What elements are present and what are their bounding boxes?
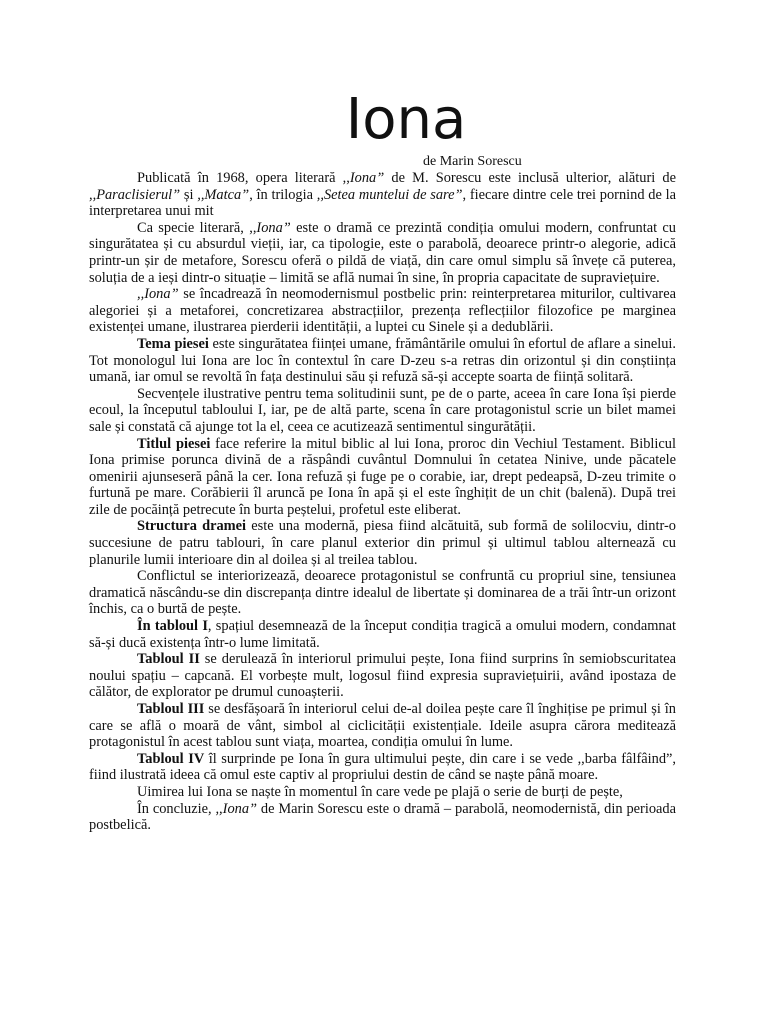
text-run: este o dramă ce prezintă condiția omului modern, confruntat cu singurătatea și cu absurdul vieții, iar, ca tipologie, este o parabolă, deoarece printr-o alegorie, adică printr-un șir de metafore, Sorescu oferă o pildă de viață, din care omul simplu să învețe că puterea, soluția de a ieși dintr-o situație – limită se află numai în sine, în propria capacitate de supraviețuire. (89, 219, 676, 286)
paragraph-tableau-3 (89, 701, 676, 751)
bold-heading: Tabloul III (137, 701, 205, 717)
italic-title: Iona” (256, 219, 291, 236)
bold-heading: Tabloul II (137, 651, 200, 668)
italic-title: ,,Setea muntelui de sare” (316, 186, 463, 203)
bold-heading: În tabloul I (137, 618, 208, 635)
paragraph-neomodernism (89, 286, 676, 336)
paragraph-tableau-4 (89, 751, 676, 784)
text-run: , spațiul desemnează de la început condiția tragică a omului modern, condamnat să-și ducă existența într-o lume limitată. (89, 618, 676, 651)
paragraph-conflict: Conflictul se interiorizează, deoarece protagonistul se confruntă cu propriul sine, tensiunea dramatică născându-se din discrepanța dintre idealul de libertate și dominarea de a trăi într-un orizont închis, ca o burtă de pește. (89, 568, 676, 618)
bold-heading: Structura dramei (137, 518, 247, 535)
text-run: este una modernă, piesa fiind alcătuită, sub formă de solilocviu, dintr-o succesiune de patru tablouri, în care planul exterior din primul și ultimul tablou alternează cu planurile lumii interioare din al doilea și al treilea tablou. (89, 518, 676, 568)
paragraph-amazement: Uimirea lui Iona se naște în momentul în care vede pe plajă o serie de burți de pește, (137, 783, 623, 800)
italic-title: ,,Paraclisierul” (89, 186, 181, 203)
document-title: Iona (345, 87, 467, 152)
bold-heading: Tabloul IV (137, 750, 205, 767)
text-run: se desfășoară în interiorul celui de-al doilea pește care îl înghițise pe primul și în care se află o moară de vânt, simbol al ciclicității existențiale. Ideile asupra cărora meditează protagonistul în acest tablou sunt viața, moartea, condiția omului în lume. (89, 701, 676, 751)
paragraph-tableau-1 (89, 618, 676, 651)
author-line: de Marin Sorescu (423, 154, 522, 169)
text-run: este singurătatea ființei umane, frământările omului în efortul de aflare a sinelui. Tot monologul lui Iona are loc în contextul în care D-zeu s-a retras din orizontul și din conștiința umană, iar omul se revoltă în fața destinului său și refuză să-și accepte soarta de ființă solitară. (89, 335, 676, 386)
italic-title: ,,Iona” (215, 800, 258, 817)
paragraph-tableau-2 (89, 651, 676, 701)
paragraph-structure (89, 518, 676, 568)
paragraph-theme (89, 336, 676, 386)
italic-title: ,,Iona” (137, 286, 179, 303)
paragraph-title-meaning (89, 436, 676, 519)
paragraph-conclusion (89, 801, 676, 834)
text-run: îl surprinde pe Iona în gura ultimului pește, din care i se vede ,,barba fâlfâind”, fiind ilustrată ideea că omul este captiv al propriului destin de când se naște până moare. (89, 750, 676, 784)
italic-title: Iona” (349, 170, 385, 186)
bold-heading: Tema piesei (137, 335, 209, 352)
text-run: , fiecare dintre cele trei pornind de la interpretarea unui mit (89, 186, 676, 220)
paragraph-species (89, 220, 676, 286)
document-body (89, 170, 676, 834)
text-run: În concluzie, (137, 800, 216, 817)
text-run: Publicată în 1968, opera literară ,, (137, 170, 350, 186)
text-run: Ca specie literară, ,, (137, 219, 257, 236)
paragraph-intro (89, 170, 676, 220)
bold-heading: Titlul piesei (137, 435, 211, 452)
text-run: se încadrează în neomodernismul postbelic prin: reinterpretarea miturilor, cultivarea alegoriei și a metaforei, concretizarea abstracțiilor, prezența reflecțiilor filozofice pe marginea existenței umane, ilustrarea pierderii identității, a luptei cu Sinele și a dedublării. (89, 286, 676, 336)
text-run: , în trilogia (249, 186, 317, 203)
text-run: face referire la mitul biblic al lui Iona, proroc din Vechiul Testament. Biblicul Iona primise porunca divină de a răspândi cuvântul Domnului în cetatea Ninive, unde păcatele omenirii ajunseseră până la cer. Iona refuză și fuge pe o corabie, iar, drept pedeapsă, D-zeu trimite o furtună pe mare. Corăbierii îl aruncă pe Iona în apă și el este înghițit de un chit (balenă). După trei zile de pocăință petrecute în burta peștelui, profetul este eliberat. (89, 435, 676, 518)
paragraph-sequences: Secvențele ilustrative pentru tema solitudinii sunt, pe de o parte, aceea în care Iona își pierde ecoul, la începutul tabloului I, iar, pe de altă parte, scena în care protagonistul scrie un bilet mamei sale și constată că ajunge tot la el, ceea ce acutizează sentimentul singurătății. (89, 385, 676, 435)
text-run: se derulează în interiorul primului pește, Iona fiind surprins în semiobscuritatea noului spațiu – capcană. El vorbește mult, logosul fiind expresia supraviețuirii, având ipostaza de călător, de explorator pe drumul cunoașterii. (89, 651, 677, 701)
text-run: și (180, 186, 198, 203)
text-run: de M. Sorescu este inclusă ulterior, alături de (384, 170, 676, 186)
text-run: de Marin Sorescu este o dramă – parabolă, neomodernistă, din perioada postbelică. (89, 800, 676, 834)
italic-title: ,,Matca” (197, 186, 250, 203)
